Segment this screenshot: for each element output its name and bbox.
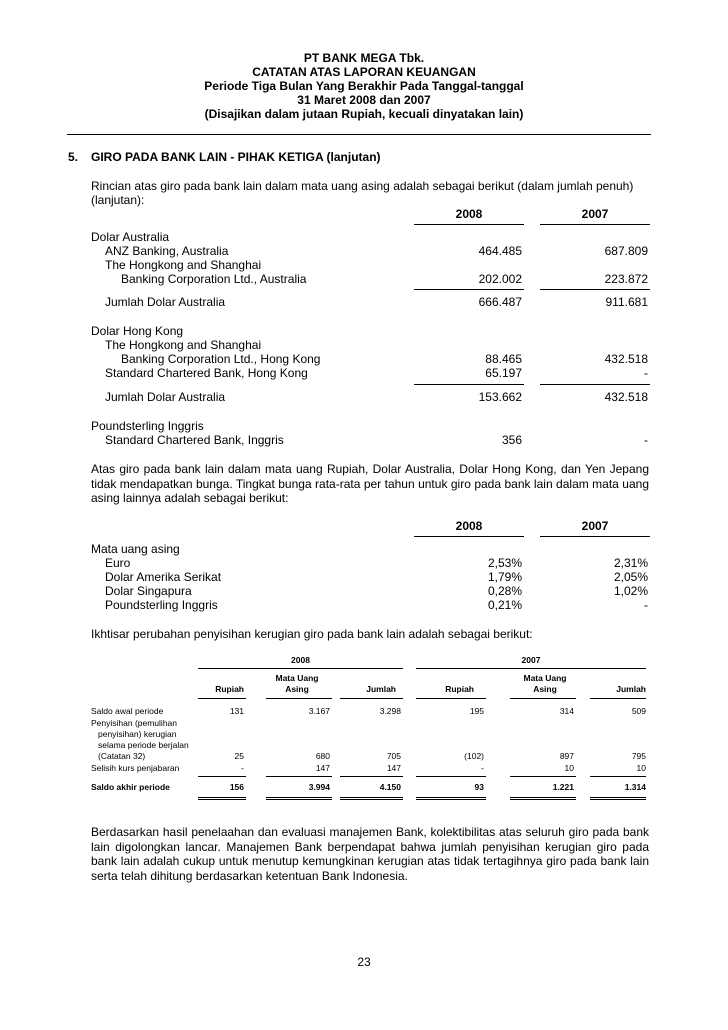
penyisihan-label-2: penyisihan) kerugian: [98, 729, 177, 739]
table-cell: 3.167: [308, 706, 330, 716]
year-2007-underline: [540, 224, 650, 225]
rate-2008: 0,28%: [487, 584, 522, 598]
col-rule-2008-asing: [266, 698, 332, 699]
hkd-sc-2007: -: [644, 366, 648, 380]
double-rule: [590, 797, 646, 798]
aud-heading: Dolar Australia: [91, 230, 170, 244]
rate-2007: 1,02%: [613, 584, 648, 598]
saldo-akhir-label: Saldo akhir periode: [91, 782, 170, 792]
table-cell: 131: [229, 706, 244, 716]
hkd-total-2008: 153.662: [478, 390, 522, 404]
table-cell: 25: [234, 751, 244, 761]
aud-hsbc-label-2: Banking Corporation Ltd., Australia: [121, 272, 307, 286]
gbp-heading: Poundsterling Inggris: [91, 419, 204, 433]
table-cell: 1.314: [624, 782, 646, 792]
table-cell: -: [241, 763, 244, 773]
table-cell: 10: [636, 763, 646, 773]
hkd-hsbc-2007: 432.518: [604, 352, 648, 366]
col-rule-2007-rupiah: [416, 698, 486, 699]
allow-2007-mu-2: Asing: [533, 684, 557, 694]
hkd-subtotal-rule-2007: [540, 384, 650, 385]
table-cell: 147: [315, 763, 330, 773]
header-rule: [67, 134, 651, 135]
table-cell: 509: [631, 706, 646, 716]
col-rule-2008-jumlah: [340, 698, 403, 699]
table-cell: 195: [469, 706, 484, 716]
summary-intro: Ikhtisar perubahan penyisihan kerugian giro pada bank lain adalah sebagai berikut:: [91, 627, 533, 641]
hkd-total-label: Jumlah Dolar Australia: [105, 390, 226, 404]
period-line: Periode Tiga Bulan Yang Berakhir Pada Tanggal-tanggal: [204, 79, 524, 93]
total-rule: [340, 776, 403, 777]
total-rule: [510, 776, 576, 777]
total-rule: [198, 776, 246, 777]
allow-2008-rupiah-hdr: Rupiah: [215, 684, 244, 694]
col-rule-2008-rupiah: [198, 698, 246, 699]
table-cell: -: [481, 763, 484, 773]
rates-heading: Mata uang asing: [91, 542, 180, 556]
rate-label: Poundsterling Inggris: [105, 598, 218, 612]
selisih-label: Selisih kurs penjabaran: [91, 763, 180, 773]
saldo-awal-label: Saldo awal periode: [91, 706, 164, 716]
year-2007-header: 2007: [581, 207, 609, 221]
currency-note: (Disajikan dalam jutaan Rupiah, kecuali dinyatakan lain): [204, 107, 524, 121]
total-rule: [590, 776, 646, 777]
rate-2008: 1,79%: [487, 570, 522, 584]
hkd-total-2007: 432.518: [604, 390, 648, 404]
allow-year-2007: 2007: [521, 655, 541, 665]
gbp-sc-label: Standard Chartered Bank, Inggris: [105, 433, 284, 447]
dates-line: 31 Maret 2008 dan 2007: [297, 93, 431, 107]
allow-2007-mu-1: Mata Uang: [523, 673, 567, 683]
double-rule: [340, 799, 403, 800]
col-rule-2007-asing: [510, 698, 576, 699]
table-cell: 897: [559, 751, 574, 761]
double-rule: [416, 797, 486, 798]
double-rule: [510, 799, 576, 800]
aud-hsbc-2007: 223.872: [604, 272, 648, 286]
rate-2007: 2,31%: [613, 556, 648, 570]
table-cell: 3.298: [379, 706, 401, 716]
rate-label: Euro: [105, 556, 131, 570]
penyisihan-label-4: (Catatan 32): [98, 751, 146, 761]
gbp-sc-2007: -: [644, 433, 648, 447]
rate-2007: -: [644, 598, 648, 612]
rate-2008: 0,21%: [487, 598, 522, 612]
hkd-heading: Dolar Hong Kong: [91, 324, 184, 338]
double-rule: [416, 799, 486, 800]
year-2008-header: 2008: [455, 207, 483, 221]
table-cell: 156: [229, 782, 244, 792]
col-rule-2007-jumlah: [590, 698, 646, 699]
double-rule: [590, 799, 646, 800]
aud-anz-2007: 687.809: [604, 244, 648, 258]
page-number: 23: [357, 955, 371, 969]
gbp-sc-2008: 356: [501, 433, 522, 447]
interest-paragraph: Atas giro pada bank lain dalam mata uang Rupiah, Dolar Australia, Dolar Hong Kong, dan Yen Jepang tidak mendapatkan bunga. Tingkat bunga rata-rata per tahun untuk giro pada bank lain dalam mata uang asing lainnya adalah sebagai berikut:: [91, 462, 649, 506]
hkd-hsbc-label-1: The Hongkong and Shanghai: [105, 338, 262, 352]
double-rule: [198, 797, 246, 798]
table-cell: 1.221: [552, 782, 574, 792]
double-rule: [266, 799, 332, 800]
table-cell: (102): [464, 751, 484, 761]
hkd-sc-2008: 65.197: [485, 366, 522, 380]
table-cell: 3.994: [308, 782, 330, 792]
allow-2007-rupiah-hdr: Rupiah: [445, 684, 474, 694]
intro-line-2: (lanjutan):: [91, 193, 145, 207]
rate-label: Dolar Amerika Serikat: [105, 570, 222, 584]
table-cell: 795: [631, 751, 646, 761]
aud-subtotal-rule-2008: [414, 289, 524, 290]
penyisihan-label-3: selama periode berjalan: [98, 740, 189, 750]
hkd-sc-label: Standard Chartered Bank, Hong Kong: [105, 366, 308, 380]
section-title: GIRO PADA BANK LAIN - PIHAK KETIGA (lanjutan): [91, 150, 381, 164]
double-rule: [340, 797, 403, 798]
company-name: PT BANK MEGA Tbk.: [303, 51, 425, 65]
table-cell: 680: [315, 751, 330, 761]
rate-2008: 2,53%: [487, 556, 522, 570]
document-title: CATATAN ATAS LAPORAN KEUANGAN: [252, 65, 476, 79]
hkd-hsbc-2008: 88.465: [485, 352, 522, 366]
allow-year-2008: 2008: [291, 655, 310, 665]
total-rule: [416, 776, 486, 777]
allow-2007-span-rule: [416, 668, 646, 669]
allow-2008-mu-1: Mata Uang: [275, 673, 319, 683]
hkd-hsbc-label-2: Banking Corporation Ltd., Hong Kong: [121, 352, 321, 366]
double-rule: [510, 797, 576, 798]
rates-year-2007-underline: [540, 536, 650, 537]
aud-total-2008: 666.487: [478, 295, 522, 309]
closing-paragraph: Berdasarkan hasil penelaahan dan evaluasi manajemen Bank, kolektibilitas atas seluruh giro pada bank lain digolongkan lancar. Manajemen Bank berpendapat bahwa jumlah penyisihan kerugian giro pada bank lain adalah cukup untuk menutup kemungkinan kerugian atas tidak tertagihnya giro pada bank lain serta telah dihitung berdasarkan ketentuan Bank Indonesia.: [91, 825, 649, 883]
aud-total-2007: 911.681: [605, 295, 648, 309]
section-number: 5.: [68, 150, 79, 164]
table-cell: 4.150: [379, 782, 401, 792]
aud-total-label: Jumlah Dolar Australia: [105, 295, 226, 309]
aud-anz-2008: 464.485: [478, 244, 522, 258]
total-rule: [266, 776, 332, 777]
year-2008-underline: [414, 224, 524, 225]
table-cell: 314: [559, 706, 574, 716]
hkd-subtotal-rule-2008: [414, 384, 524, 385]
rate-2007: 2,05%: [613, 570, 648, 584]
table-cell: 147: [386, 763, 401, 773]
allow-2008-span-rule: [198, 668, 403, 669]
rates-year-2008-underline: [414, 536, 524, 537]
rates-year-2008-header: 2008: [455, 519, 483, 533]
rates-year-2007-header: 2007: [581, 519, 609, 533]
aud-anz-label: ANZ Banking, Australia: [105, 244, 229, 258]
penyisihan-label-1: Penyisihan (pemulihan: [91, 718, 177, 728]
aud-hsbc-label-1: The Hongkong and Shanghai: [105, 258, 262, 272]
table-cell: 705: [386, 751, 401, 761]
aud-subtotal-rule-2007: [540, 289, 650, 290]
aud-hsbc-2008: 202.002: [478, 272, 522, 286]
allow-2008-mu-2: Asing: [285, 684, 309, 694]
rate-label: Dolar Singapura: [105, 584, 192, 598]
double-rule: [266, 797, 332, 798]
allow-2008-jumlah-hdr: Jumlah: [366, 684, 396, 694]
table-cell: 93: [474, 782, 484, 792]
intro-line-1: Rincian atas giro pada bank lain dalam mata uang asing adalah sebagai berikut (dalam jumlah penuh): [91, 179, 634, 193]
double-rule: [198, 799, 246, 800]
allow-2007-jumlah-hdr: Jumlah: [616, 684, 646, 694]
table-cell: 10: [564, 763, 574, 773]
